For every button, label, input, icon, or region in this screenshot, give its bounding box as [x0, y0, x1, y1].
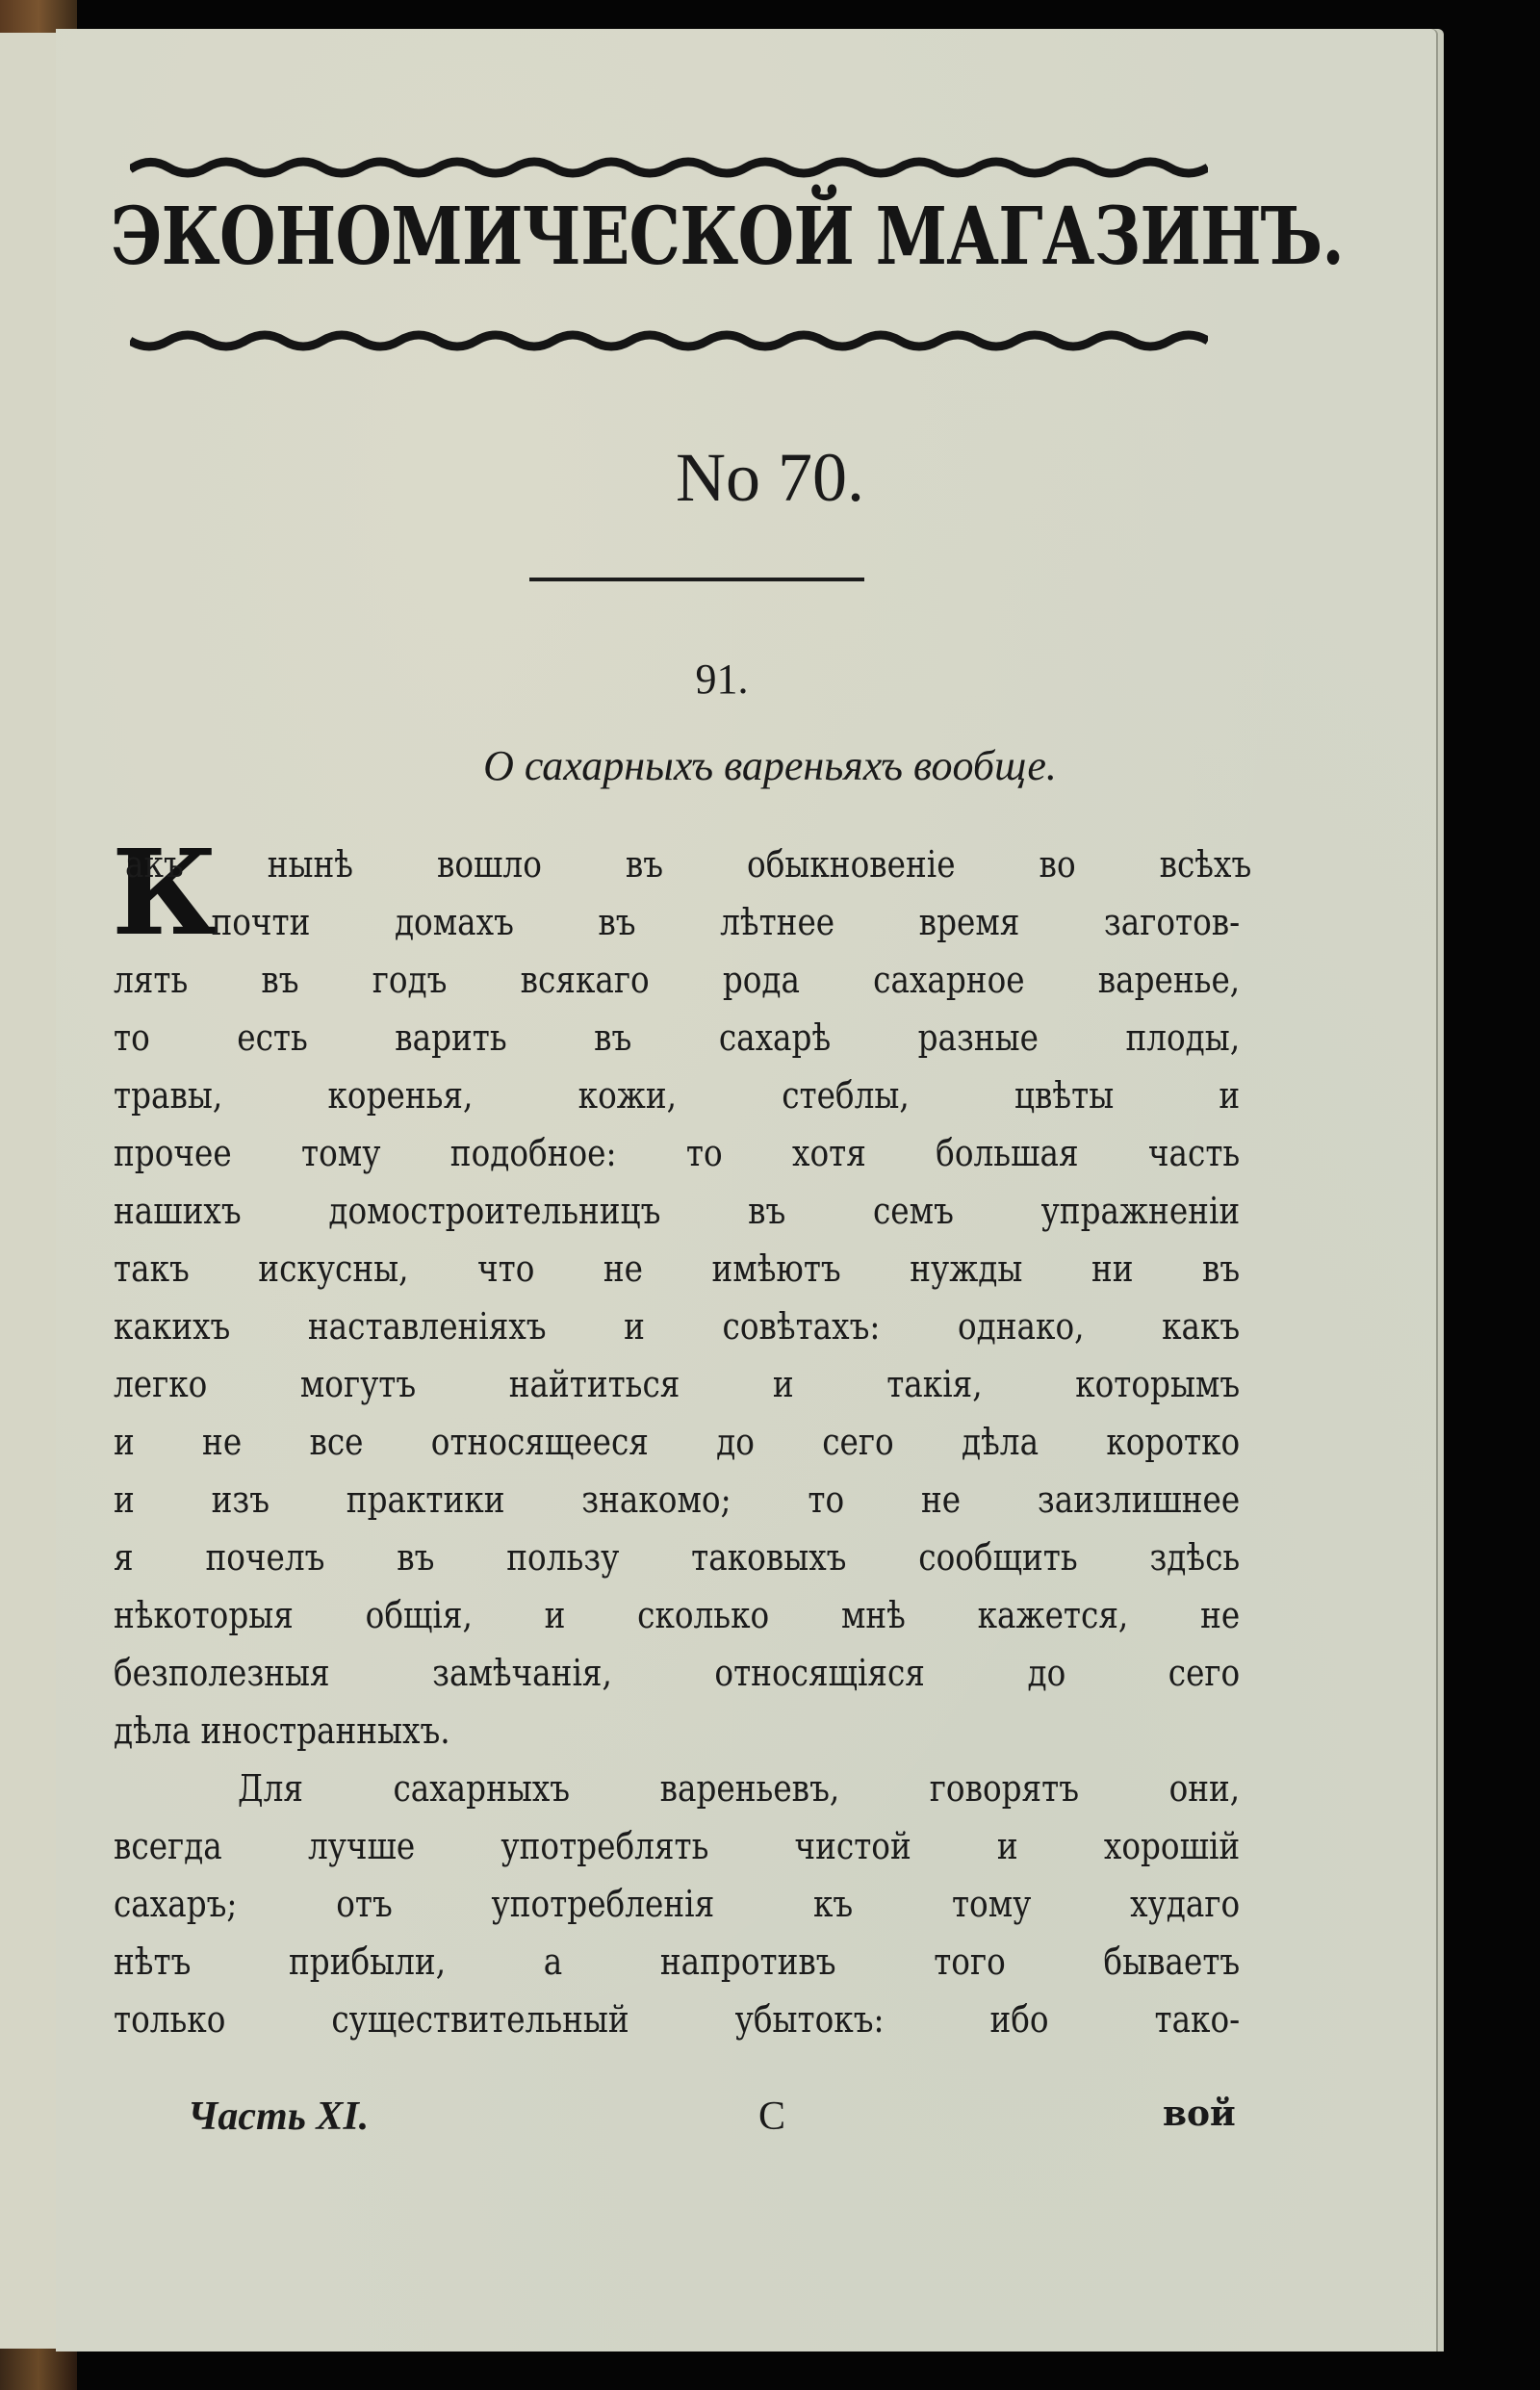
article-title: О сахарныхъ вареньяхъ вообще.: [483, 742, 1057, 789]
text-line: травы, коренья, кожи, стеблы, цвѣты и: [114, 1074, 1241, 1117]
signature-mark: С: [758, 2094, 786, 2139]
book-binding-bottom: [0, 2349, 77, 2390]
text-line: безполезныя замѣчанія, относящіяся до сего: [114, 1652, 1241, 1694]
text-line: такъ искусны, что не имѣютъ нужды ни въ: [114, 1247, 1241, 1290]
text-line: то есть варить въ сахарѣ разные плоды,: [114, 1016, 1241, 1059]
text-line: нѣтъ прибыли, а напротивъ того бываетъ: [114, 1940, 1241, 1983]
article-body: [112, 823, 1252, 2048]
text-line: всегда лучше употреблять чистой и хорошій: [114, 1825, 1241, 1867]
catchword: вой: [1163, 2094, 1236, 2134]
text-line: и не все относящееся до сего дѣла коротко: [114, 1421, 1241, 1463]
text-line: легко могутъ найтиться и такія, которымъ: [114, 1363, 1241, 1405]
ornament-border-top: [130, 152, 1208, 179]
text-line: нѣкоторыя общія, и сколько мнѣ кажется, не: [114, 1594, 1241, 1636]
text-line: я почелъ въ пользу таковыхъ сообщить здѣсь: [114, 1536, 1241, 1579]
text-line: только существительный убытокъ: ибо тако-: [114, 1998, 1241, 2041]
text-line: почти домахъ въ лѣтнее время заготов-: [211, 901, 1241, 943]
text-line: сахаръ; отъ употребленія къ тому худаго: [114, 1883, 1241, 1925]
text-line: прочее тому подобное: то хотя большая часть: [114, 1132, 1241, 1174]
text-line: и изъ практики знакомо; то не заизлишнее: [114, 1478, 1241, 1521]
text-line: нашихъ домостроительницъ въ семъ упражненіи: [114, 1190, 1241, 1232]
text-line: Для сахарныхъ вареньевъ, говорятъ они,: [238, 1767, 1241, 1810]
previous-page-edge: [0, 33, 58, 2352]
issue-number: No 70.: [676, 439, 864, 516]
text-line: акъ нынѣ вошло въ обыкновеніе во всѣхъ: [125, 843, 1252, 886]
text-line: лять въ годъ всякаго рода сахарное варенье,: [114, 959, 1241, 1001]
article-number: 91.: [695, 655, 749, 703]
ornament-border-bottom: [130, 327, 1208, 354]
masthead-title: ЭКОНОМИЧЕСКОЙ МАГАЗИНЪ.: [111, 191, 1344, 283]
text-line: дѣла иностранныхъ.: [114, 1709, 450, 1752]
text-line: какихъ наставленіяхъ и совѣтахъ: однако, какъ: [114, 1305, 1241, 1348]
drop-cap: К: [112, 823, 218, 962]
volume-part-label: Часть XI.: [188, 2094, 370, 2139]
section-divider: [529, 578, 864, 581]
